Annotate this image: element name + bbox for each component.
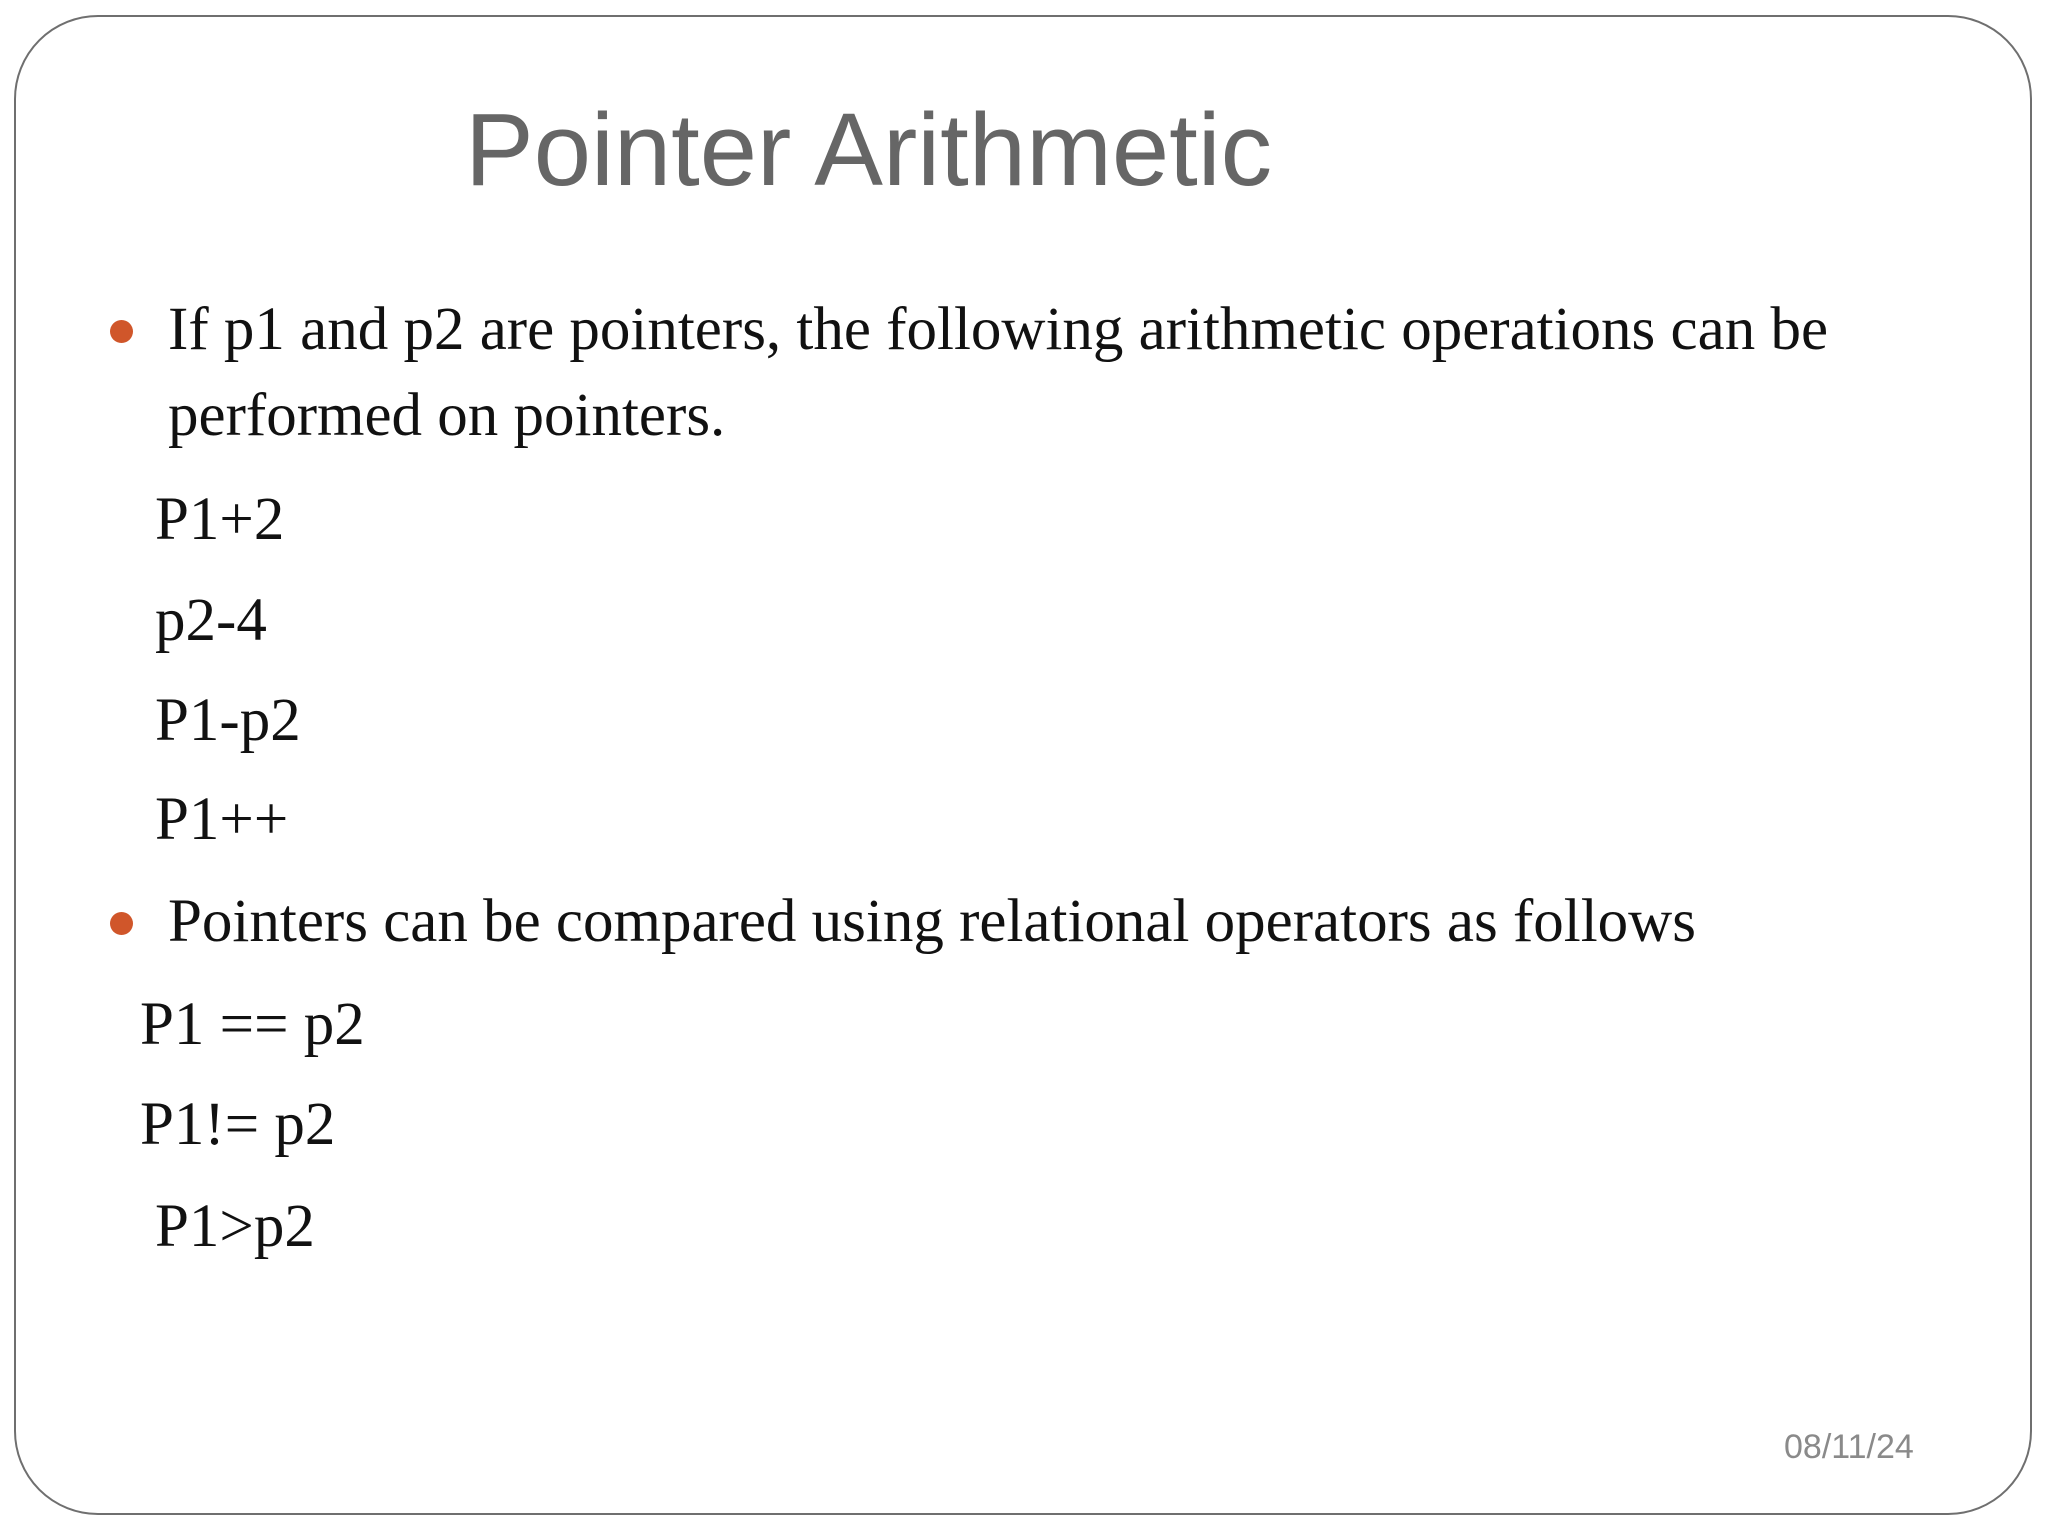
operation-line: P1++ bbox=[155, 786, 289, 853]
operation-line: P1 == p2 bbox=[140, 991, 365, 1058]
slide-title: Pointer Arithmetic bbox=[465, 92, 1273, 207]
operation-line: p2-4 bbox=[155, 587, 267, 654]
operation-line: P1!= p2 bbox=[140, 1091, 336, 1158]
bullet-item-1 bbox=[110, 296, 1988, 459]
operation-line: P1+2 bbox=[155, 486, 285, 553]
operation-line: P1-p2 bbox=[155, 687, 301, 754]
bullet-text: If p1 and p2 are pointers, the following arithmetic operations can be performed on pointers. bbox=[168, 296, 1829, 449]
bullet-dot-icon bbox=[110, 320, 133, 343]
bullet-text: Pointers can be compared using relational operators as follows bbox=[168, 888, 1696, 955]
bullet-item-2 bbox=[110, 888, 1988, 965]
slide-frame bbox=[14, 15, 2032, 1515]
bullet-dot-icon bbox=[110, 912, 133, 935]
operation-line: P1>p2 bbox=[155, 1193, 315, 1260]
slide-date: 08/11/24 bbox=[1784, 1428, 1914, 1466]
